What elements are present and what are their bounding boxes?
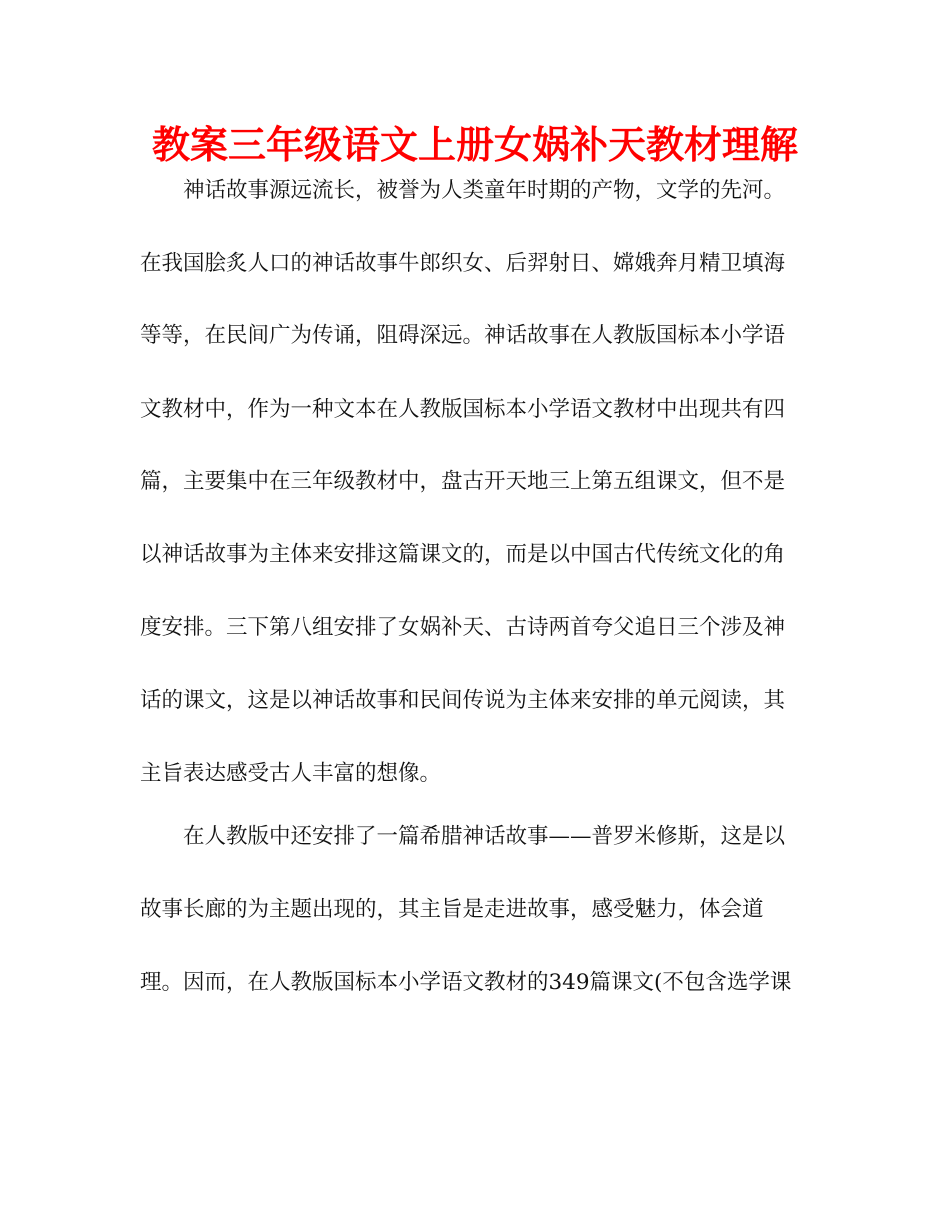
paragraph-line: 度安排。三下第八组安排了女娲补天、古诗两首夸父追日三个涉及神 (140, 615, 786, 640)
paragraph-line: 理。因而，在人教版国标本小学语文教材的349篇课文(不包含选学课 (140, 970, 792, 995)
paragraph-line: 在人教版中还安排了一篇希腊神话故事——普罗米修斯，这是以 (183, 824, 786, 849)
paragraph-line: 等等，在民间广为传诵，阻碍深远。神话故事在人教版国标本小学语 (140, 323, 786, 348)
paragraph-line: 以神话故事为主体来安排这篇课文的，而是以中国古代传统文化的角 (140, 542, 786, 567)
paragraph-line: 主旨表达感受古人丰富的想像。 (140, 761, 442, 786)
paragraph-line: 在我国脍炙人口的神话故事牛郎织女、后羿射日、嫦娥奔月精卫填海 (140, 251, 786, 276)
paragraph-line: 故事长廊的为主题出现的，其主旨是走进故事，感受魅力，体会道 (140, 897, 764, 922)
paragraph-line: 篇，主要集中在三年级教材中，盘古开天地三上第五组课文，但不是 (140, 469, 786, 494)
paragraph-line: 文教材中，作为一种文本在人教版国标本小学语文教材中出现共有四 (140, 397, 786, 422)
paragraph-line: 话的课文，这是以神话故事和民间传说为主体来安排的单元阅读，其 (140, 688, 786, 713)
paragraph-line: 神话故事源远流长，被誉为人类童年时期的产物，文学的先河。 (183, 178, 786, 203)
page-title: 教案三年级语文上册女娲补天教材理解 (151, 123, 798, 167)
